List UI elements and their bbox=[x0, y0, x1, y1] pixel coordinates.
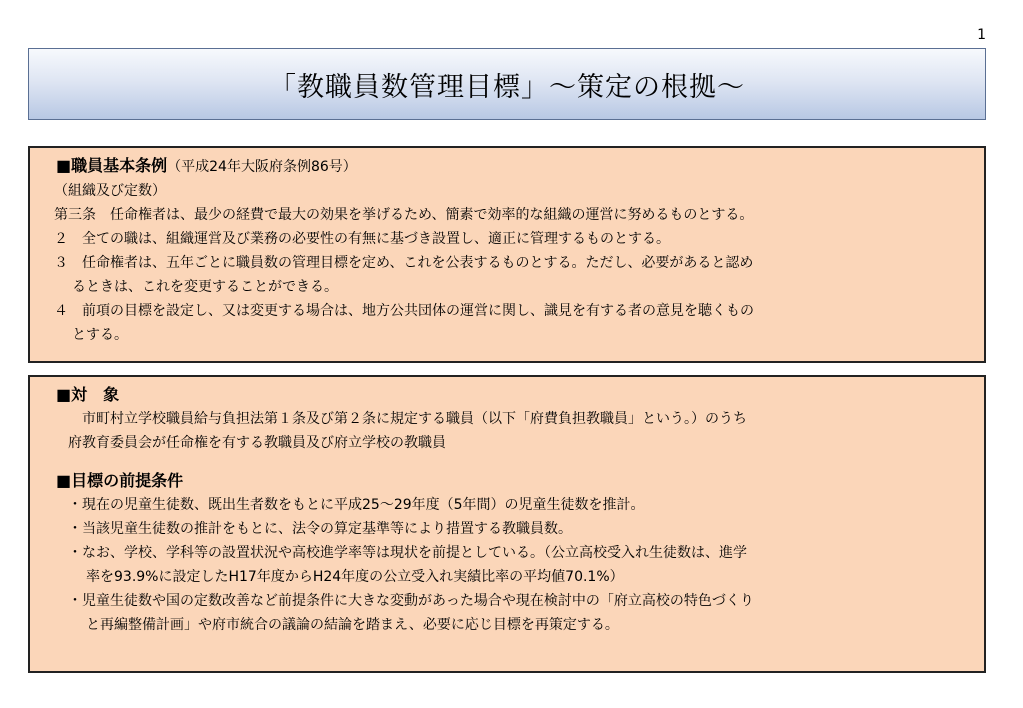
ordinance-line: ４ 前項の目標を設定し、又は変更する場合は、地方公共団体の運営に関し、識見を有する者の意見を聴くもの bbox=[54, 303, 754, 319]
ordinance-heading-note: （平成24年大阪府条例86号） bbox=[167, 159, 357, 175]
page-number: 1 bbox=[977, 27, 986, 43]
ordinance-line: （組織及び定数） bbox=[54, 183, 166, 199]
precondition-line: 率を93.9%に設定したH17年度からH24年度の公立受入れ実績比率の平均値70.1%） bbox=[86, 569, 624, 585]
title-banner bbox=[28, 48, 986, 120]
section-gap bbox=[56, 455, 972, 469]
ordinance-line: ３ 任命権者は、五年ごとに職員数の管理目標を定め、これを公表するものとする。ただし、必要があると認め bbox=[54, 255, 754, 271]
precondition-line: と再編整備計画」や府市統合の議論の結論を踏まえ、必要に応じ目標を再策定する。 bbox=[86, 617, 619, 633]
ordinance-line: とする。 bbox=[72, 327, 128, 343]
ordinance-section bbox=[28, 146, 986, 363]
precondition-line: ・当該児童生徒数の推計をもとに、法令の算定基準等により措置する教職員数。 bbox=[68, 521, 572, 537]
target-heading: ■対 象 bbox=[56, 385, 120, 404]
target-line: 市町村立学校職員給与負担法第１条及び第２条に規定する職員（以下「府費負担教職員」という。）のうち bbox=[82, 411, 747, 427]
precondition-line: ・現在の児童生徒数、既出生者数をもとに平成25～29年度（5年間）の児童生徒数を推計。 bbox=[68, 497, 645, 513]
ordinance-heading: ■職員基本条例 bbox=[56, 156, 168, 175]
ordinance-line: るときは、これを変更することができる。 bbox=[72, 279, 338, 295]
ordinance-line: ２ 全ての職は、組織運営及び業務の必要性の有無に基づき設置し、適正に管理するものとする。 bbox=[54, 231, 670, 247]
page-title: 「教職員数管理目標」～策定の根拠～ bbox=[269, 71, 745, 103]
preconditions-heading: ■目標の前提条件 bbox=[56, 471, 184, 490]
ordinance-line: 第三条 任命権者は、最少の経費で最大の効果を挙げるため、簡素で効率的な組織の運営に努めるものとする。 bbox=[54, 207, 754, 223]
target-section bbox=[28, 375, 986, 673]
ordinance-heading-line bbox=[56, 154, 972, 179]
precondition-line: ・児童生徒数や国の定数改善など前提条件に大きな変動があった場合や現在検討中の「府立高校の特色づくり bbox=[68, 593, 754, 609]
precondition-line: ・なお、学校、学科等の設置状況や高校進学率等は現状を前提としている。（公立高校受入れ生徒数は、進学 bbox=[68, 545, 747, 561]
target-line: 府教育委員会が任命権を有する教職員及び府立学校の教職員 bbox=[68, 435, 446, 451]
